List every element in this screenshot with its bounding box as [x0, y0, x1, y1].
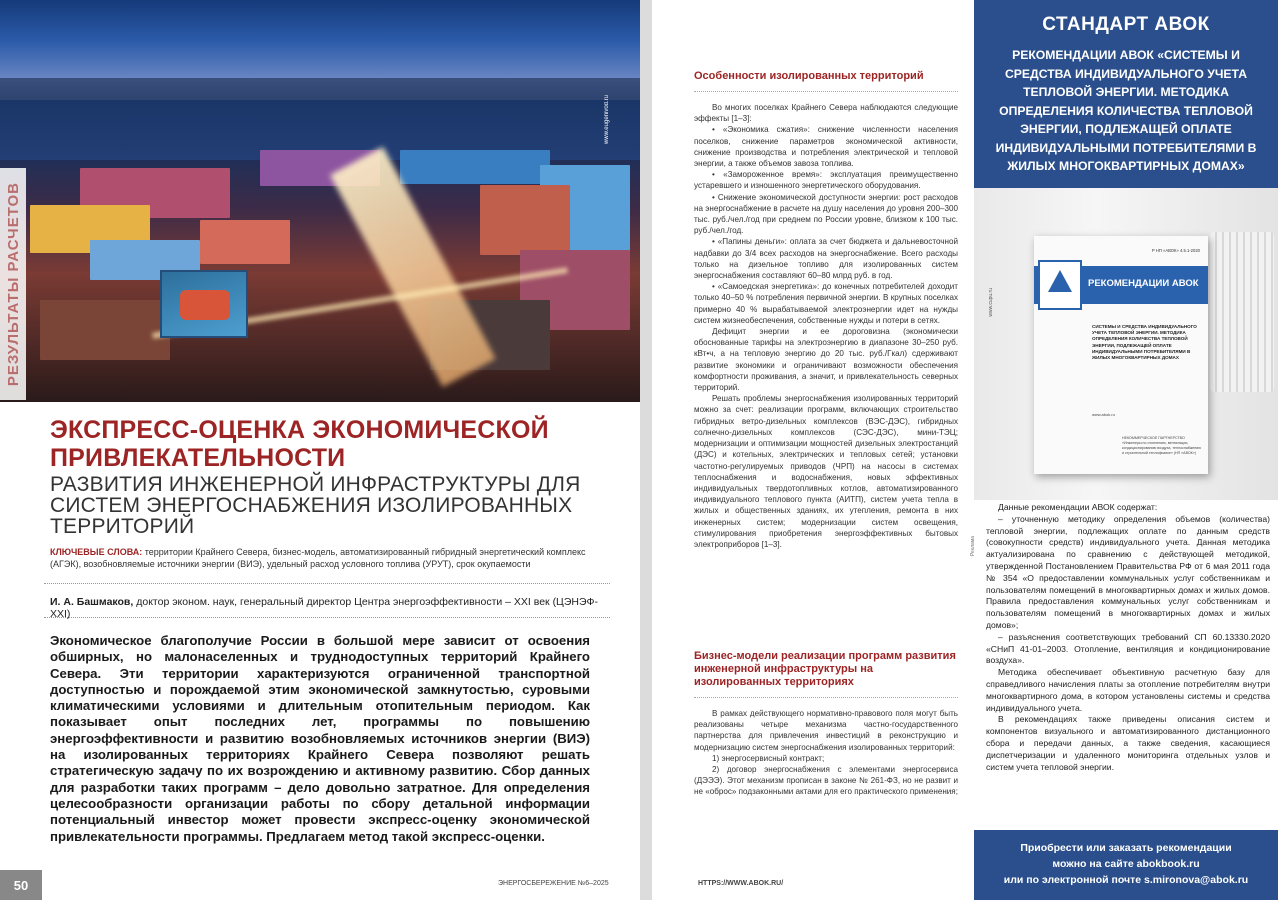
image-credit: www.cupu.ru [988, 288, 994, 317]
page-number: 50 [0, 870, 42, 900]
article-title: ЭКСПРЕСС-ОЦЕНКА ЭКОНОМИЧЕСКОЙ ПРИВЛЕКАТЕЛЬНОСТИ [50, 416, 549, 472]
abok-logo-icon [1038, 260, 1082, 310]
article-subtitle: РАЗВИТИЯ ИНЖЕНЕРНОЙ ИНФРАСТРУКТУРЫ ДЛЯ СИСТЕМ ЭНЕРГОСНАБЖЕНИЯ ИЗОЛИРОВАННЫХ ТЕРРИТОРИЙ [50, 473, 581, 538]
paragraph: • «Экономика сжатия»: снижение численности населения поселков, снижение параметров экономической активности, снижение производства и потребления электрической и тепловой энергии, а также объемов завоза топлива. [694, 125, 958, 169]
paragraph: Во многих поселках Крайнего Севера наблюдаются следующие эффекты [1–3]: [694, 103, 958, 124]
paragraph: 1) энергосервисный контракт; [712, 753, 825, 763]
journal-footer: ЭНЕРГОСБЕРЕЖЕНИЕ №6–2025 [498, 880, 609, 887]
radiator-image [1210, 232, 1274, 392]
book-cover-image [974, 188, 1278, 500]
divider [44, 617, 610, 618]
section-heading-2: Бизнес-модели реализации программ развития инженерной инфраструктуры на изолированных территориях [694, 650, 956, 688]
author-line: И. А. Башмаков, доктор эконом. наук, генеральный директор Центра энергоэффективности – XXI век (ЦЭНЭФ-XXI) [50, 596, 598, 620]
paragraph: В рамках действующего нормативно-правового поля могут быть реализованы четыре механизма частно-государственного партнерства для привлечения инвестиций в реконструкцию и модернизацию систем энергоснабжения изолированных территорий: [694, 709, 958, 752]
mural-building [160, 270, 248, 338]
section-1-text [694, 102, 958, 550]
box-title: РЕКОМЕНДАЦИИ АВОК «СИСТЕМЫ И СРЕДСТВА ИНДИВИДУАЛЬНОГО УЧЕТА ТЕПЛОВОЙ ЭНЕРГИИ. МЕТОДИКА ОПРЕДЕЛЕНИЯ КОЛИЧЕСТВА ТЕПЛОВОЙ ЭНЕРГИИ, ПОДЛЕЖАЩЕЙ ОПЛАТЕ ИНДИВИДУАЛЬНЫМИ ПОТРЕБИТЕЛЯМИ В ЖИЛЫХ МНОГОКВАРТИРНЫХ ДОМАХ» [995, 48, 1257, 173]
paragraph: В рекомендациях также приведены описания систем и компонентов визуального и автоматизированного дистанционного сбора и передачи данных, а также сведения, касающиеся диспетчеризации и удаленного мониторинга отдельных узлов и систем учета тепловой энергии. [986, 714, 1270, 772]
paragraph: 2) договор энергоснабжения с элементами энергосервиса (ДЭЭЭ). Этот механизм прописан в законе № 261-ФЗ, но не развит и не «оброс» подзаконными актами для его практического применения; [694, 765, 958, 797]
section-heading-1: Особенности изолированных территорий [694, 70, 924, 82]
box-label: СТАНДАРТ АВОК [1042, 14, 1210, 35]
paragraph: – разъяснения соответствующих требований СП 60.13330.2020 «СНиП 41-01–2003. Отопление, вентиляция и кондиционирование воздуха». [986, 631, 1270, 666]
box-body-text [986, 502, 1270, 773]
paragraph: Решать проблемы энергоснабжения изолированных территорий можно за счет: реализации программ, включающих строительство гибридных ветро-дизельных комплексов (ВЭС-ДЭС), гибридных солнечно-дизельных комплексов (СЭС-ДЭС), мини-ТЭЦ; модернизации и оптимизации мощностей дизельных электростанций (ДЭС) и котельных, электрических и тепловых сетей; установки частотно-регулируемых приводов (ЧРП) на насосы в системах теплоснабжения и водоснабжения, новых эффективных индивидуальных твердотопливных котлов, автоматизированного индивидуального теплового пункта (АИТП), систем учета тепла в жилых и общественных зданиях, их утепления, ремонта в них инженерных систем; модернизации систем освещения, стимулирования приобретения энергоэффективных бытовых электроприборов [1–3]. [694, 394, 958, 549]
paragraph: • «Замороженное время»: эксплуатация преимущественно устаревшего и изношенного энергетического оборудования. [694, 170, 958, 191]
paragraph: • «Самоедская энергетика»: до конечных потребителей доходит только 40–50 % потребления первичной энергии. В крупных поселках примерно 40 % вырабатываемой электроэнергии идет на нужды систем жизнеобеспечения, собственные нужды и потери в сетях. [694, 282, 958, 325]
article-column [694, 70, 958, 550]
photo-credit: www.eugenivod.ru [604, 95, 610, 145]
site-footer: HTTPS://WWW.ABOK.RU/ [698, 880, 784, 887]
keywords: КЛЮЧЕВЫЕ СЛОВА: территории Крайнего Севера, бизнес-модель, автоматизированный гибридный энергетический комплекс (АГЭК), возобновляемые источники энергии (ВИЭ), удельный расход условного топлива (УРУТ), срок окупаемости [50, 547, 586, 569]
abok-standard-box [974, 0, 1278, 900]
lead-paragraph: Экономическое благополучие России в большой мере зависит от освоения обширных, но малонаселенных и труднодоступных территорий Крайнего Севера. Эти территории характеризуются ограниченной транспортной доступностью и порождаемой этим экономической замкнутостью, суровыми климатическими условиями и длительным отопительным периодом. Как показывает опыт последних лет, программы по повышению энергоэффективности и развитию возобновляемых источников энергии (ВИЭ) на изолированных территориях Крайнего Севера позволяют решать стратегическую задачу по их возрождению и активному развитию. Сбор данных для разработки таких программ – дело довольно затратное. Для определения целесообразности организации работы по сбору детальной информации потенциальный инвестор может провести экспресс-оценку экономической привлекательности программы. Предлагаем метод такой экспресс-оценки. [50, 633, 590, 844]
paragraph: Дефицит энергии и ее дороговизна (экономически обоснованные тарифы на электроэнергию в диапазоне 30–250 руб. кВт•ч, а на тепловую энергию до 20 тыс. руб./Гкал) сдерживают развитие экономики и ограничивают возможности обеспечения комфортности проживания, а значит, и привлекательность северных территорий. [694, 327, 958, 393]
section-label: РЕЗУЛЬТАТЫ РАСЧЕТОВ [0, 168, 26, 400]
city-night-photo [0, 0, 640, 402]
paragraph: – уточненную методику определения объемов (количества) тепловой энергии, подлежащих оплате по данным средств (совокупности средств) индивидуального учета. Данная методика актуализирована по сравнению с действующей методикой, утвержденной Постановлением Правительства РФ от 6 мая 2011 года № 354 «О предоставлении коммунальных услуг собственникам и пользователям помещений в многоквартирных домах и жилых домов. Правила предоставления коммунальных услуг собственникам и пользователям помещений в многоквартирных домах и жилых домов»; [986, 513, 1270, 630]
book-cover: Р НП «АВОК» 4.5.1-2020 РЕКОМЕНДАЦИИ АВОК СИСТЕМЫ И СРЕДСТВА ИНДИВИДУАЛЬНОГО УЧЕТА ТЕПЛОВОЙ ЭНЕРГИИ. МЕТОДИКА ОПРЕДЕЛЕНИЯ КОЛИЧЕСТВА ТЕПЛОВОЙ ЭНЕРГИИ, ПОДЛЕЖАЩЕЙ ОПЛАТЕ ИНДИВИДУАЛЬНЫМИ ПОТРЕБИТЕЛЯМИ В ЖИЛЫХ МНОГОКВАРТИРНЫХ ДОМАХ www.abok.ru НЕКОММЕРЧЕСКОЕ ПАРТНЕРСТВО «Инженеры по отоплению, вентиляции, кондиционированию воздуха, теплоснабжению и строительной теплофизике» (НП «АВОК») [1034, 236, 1208, 474]
section-2-text [694, 708, 958, 798]
paragraph: • «Папины деньги»: оплата за счет бюджета и дальневосточной надбавки до 3/4 всех расходов на энергоснабжение. Всего расходы только на дизельное топливо для изолированных систем энергоснабжения составляют 60–80 млрд руб. в год. [694, 237, 958, 281]
ad-label: Реклама [970, 536, 976, 557]
paragraph: Данные рекомендации АВОК содержат: [998, 502, 1158, 512]
divider [44, 583, 610, 584]
paragraph: Методика обеспечивает объективную расчетную базу для справедливого начисления платы за отопление потребителям внутри многоквартирного дома, в котором установлены системы и средства индивидуального учета. [986, 667, 1270, 713]
article-column-2 [694, 650, 958, 798]
paragraph: • Снижение экономической доступности энергии: рост расходов на энергоснабжение в расчете на душу населения до уровня 200–300 тыс. руб./чел./год при среднем по России уровне, близком к 100 тыс. руб./чел./год. [694, 192, 958, 236]
box-footer: Приобрести или заказать рекомендации можно на сайте abokbook.ru или по электронной почте s.mironova@abok.ru [1003, 842, 1249, 886]
right-page [652, 0, 1278, 900]
